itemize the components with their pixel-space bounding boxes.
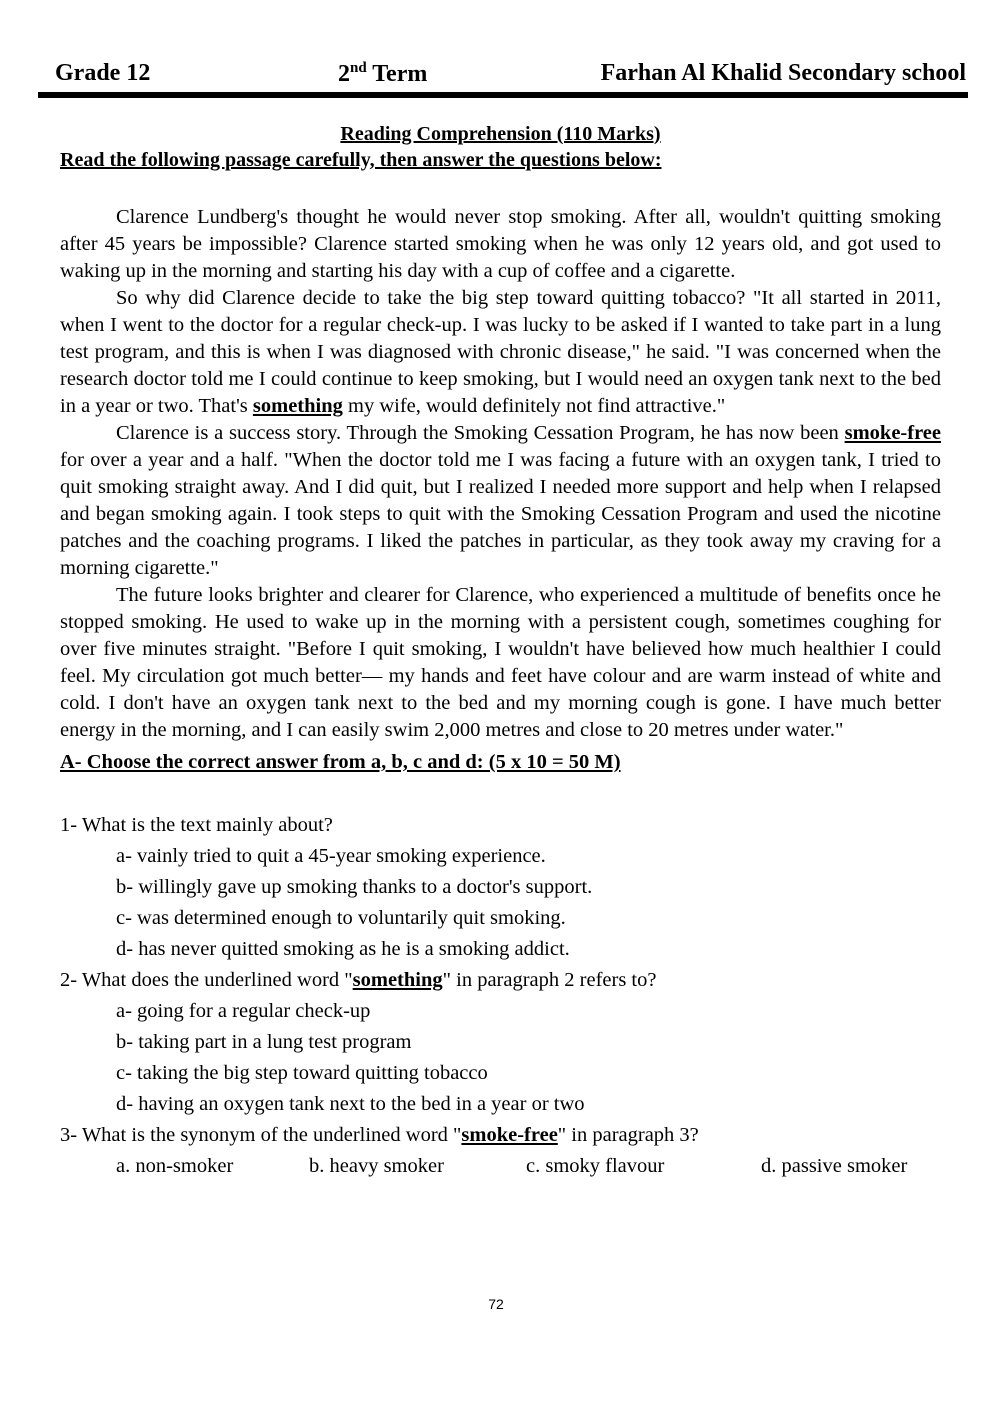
question-3-prompt-start: 3- What is the synonym of the underlined word " (60, 1124, 462, 1146)
question-2-option-d: d- having an oxygen tank next to the bed in a year or two (116, 1093, 585, 1115)
underlined-word-smoke-free: smoke-free (844, 422, 941, 444)
passage-paragraph-2 (60, 285, 941, 420)
paragraph-2-text-start: So why did Clarence decide to take the big step toward quitting tobacco? "It all started in 2011, when I went to the doctor for a regular check-up. I was lucky to be asked if I wanted to take part in a lung test program, and this is when I was diagnosed with chronic disease," he said. "I was concerned when the research doctor told me I could continue to keep smoking, but I would need an oxygen tank next to the bed in a year or two. That's (60, 287, 941, 417)
passage-paragraph-3 (60, 420, 941, 582)
question-1-option-a: a- vainly tried to quit a 45-year smoking experience. (116, 845, 546, 867)
passage-instruction-text: Read the following passage carefully, then answer the questions below: (60, 149, 662, 171)
paragraph-3-text-end: for over a year and a half. "When the doctor told me I was facing a future with an oxygen tank, I tried to quit smoking straight away. And I did quit, but I realized I needed more support and help when I relapsed and began smoking again. I took steps to quit with the Smoking Cessation Program and used the nicotine patches and the coaching programs. I liked the patches in particular, as they took away my craving for a morning cigarette." (60, 449, 941, 579)
question-2 (60, 965, 941, 1120)
question-1-option-b: b- willingly gave up smoking thanks to a doctor's support. (116, 876, 593, 898)
passage-paragraph-1 (60, 204, 941, 285)
term-ordinal-suffix: nd (350, 60, 367, 76)
term-word: Term (366, 61, 428, 87)
section-title (60, 121, 941, 147)
question-1-prompt: 1- What is the text mainly about? (60, 814, 333, 836)
header-school-name: Farhan Al Khalid Secondary school (600, 60, 966, 86)
passage-paragraph-4 (60, 582, 941, 744)
page-header (0, 60, 992, 92)
question-3-option-b: b. heavy smoker (309, 1155, 444, 1177)
question-3-prompt-end: " in paragraph 3? (557, 1124, 699, 1146)
part-a-heading-text: A- Choose the correct answer from a, b, c and d: (5 x 10 = 50 M) (60, 751, 621, 773)
section-title-text: Reading Comprehension (110 Marks) (340, 123, 661, 145)
paragraph-4-text: The future looks brighter and clearer for Clarence, who experienced a multitude of benefits once he stopped smoking. He used to wake up in the morning with a persistent cough, sometimes coughing for over five minutes straight. "Before I quit smoking, I wouldn't have believed how much healthier I could feel. My circulation got much better— my hands and feet have colour and are warm instead of white and cold. I don't have an oxygen tank next to the bed and my morning cough is gone. I have much better energy in the morning, and I can easily swim 2,000 metres and close to 20 metres under water." (60, 584, 941, 741)
question-2-option-b: b- taking part in a lung test program (116, 1031, 412, 1053)
question-2-option-a: a- going for a regular check-up (116, 1000, 371, 1022)
term-number: 2 (338, 61, 350, 87)
question-2-keyword: something (352, 969, 443, 991)
question-3 (60, 1120, 941, 1182)
question-1 (60, 810, 941, 965)
question-1-option-c: c- was determined enough to voluntarily quit smoking. (116, 907, 566, 929)
question-3-keyword: smoke-free (461, 1124, 558, 1146)
content-column (60, 121, 941, 1182)
part-a-heading (60, 747, 941, 777)
question-3-options-row (60, 1151, 941, 1182)
reading-passage (60, 204, 941, 744)
question-3-option-d: d. passive smoker (761, 1155, 908, 1177)
question-2-prompt-end: " in paragraph 2 refers to? (442, 969, 657, 991)
question-3-option-c: c. smoky flavour (526, 1155, 665, 1177)
paragraph-1-text: Clarence Lundberg's thought he would never stop smoking. After all, wouldn't quitting smoking after 45 years be impossible? Clarence started smoking when he was only 12 years old, and got used to waking up in the morning and starting his day with a cup of coffee and a cigarette. (60, 206, 941, 282)
question-2-prompt-start: 2- What does the underlined word " (60, 969, 353, 991)
questions-list (60, 810, 941, 1182)
underlined-word-something: something (252, 395, 343, 417)
header-term (338, 60, 427, 88)
question-1-option-d: d- has never quitted smoking as he is a smoking addict. (116, 938, 570, 960)
passage-instruction (60, 147, 941, 173)
paragraph-2-text-end: my wife, would definitely not find attractive." (342, 395, 726, 417)
question-2-option-c: c- taking the big step toward quitting tobacco (116, 1062, 488, 1084)
page-number: 72 (488, 1296, 504, 1312)
header-divider-rule (38, 92, 968, 98)
question-2-prompt (60, 965, 941, 996)
header-grade: Grade 12 (55, 60, 151, 86)
question-3-prompt (60, 1120, 941, 1151)
question-3-option-a: a. non-smoker (116, 1155, 234, 1177)
paragraph-3-text-start: Clarence is a success story. Through the Smoking Cessation Program, he has now been (116, 422, 845, 444)
